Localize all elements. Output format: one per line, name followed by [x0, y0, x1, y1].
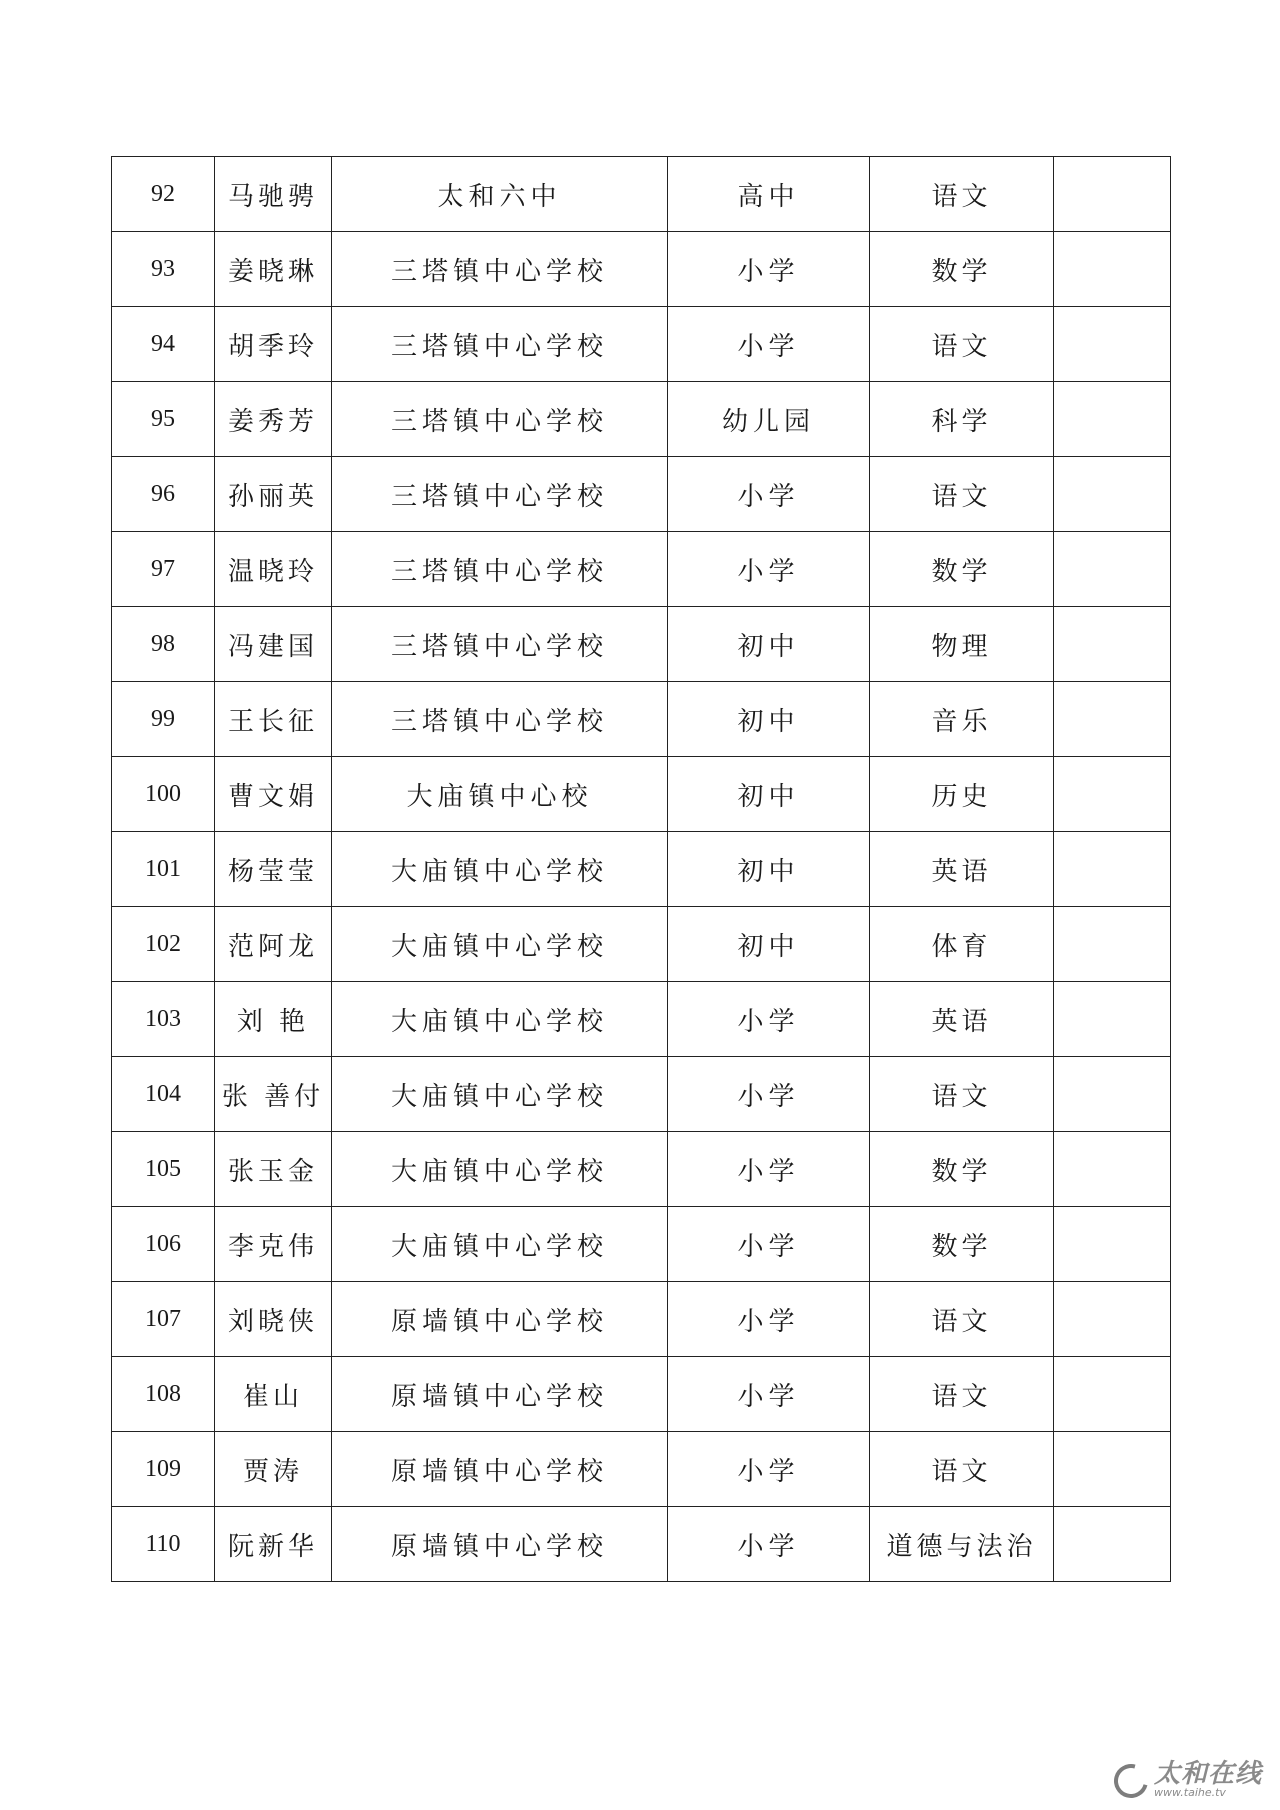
cell-subject: 语文 — [870, 457, 1054, 532]
cell-level: 小学 — [668, 307, 870, 382]
cell-note — [1054, 1357, 1171, 1432]
table-row — [112, 382, 1171, 457]
cell-subject: 语文 — [870, 1282, 1054, 1357]
cell-subject: 数学 — [870, 1132, 1054, 1207]
cell-note — [1054, 382, 1171, 457]
cell-note — [1054, 307, 1171, 382]
cell-level: 初中 — [668, 907, 870, 982]
cell-name: 范阿龙 — [215, 907, 332, 982]
cell-subject: 语文 — [870, 157, 1054, 232]
table-row — [112, 157, 1171, 232]
table-row — [112, 907, 1171, 982]
cell-level: 小学 — [668, 1507, 870, 1582]
cell-name: 杨莹莹 — [215, 832, 332, 907]
cell-number: 108 — [112, 1357, 215, 1432]
cell-level: 小学 — [668, 1057, 870, 1132]
cell-note — [1054, 982, 1171, 1057]
swirl-logo-icon — [1108, 1758, 1154, 1804]
cell-number: 109 — [112, 1432, 215, 1507]
cell-school: 三塔镇中心学校 — [332, 682, 668, 757]
cell-subject: 英语 — [870, 832, 1054, 907]
cell-level: 小学 — [668, 982, 870, 1057]
cell-subject: 体育 — [870, 907, 1054, 982]
cell-school: 三塔镇中心学校 — [332, 232, 668, 307]
cell-number: 96 — [112, 457, 215, 532]
cell-note — [1054, 757, 1171, 832]
cell-level: 高中 — [668, 157, 870, 232]
cell-subject: 历史 — [870, 757, 1054, 832]
table-row — [112, 1507, 1171, 1582]
cell-note — [1054, 832, 1171, 907]
cell-school: 太和六中 — [332, 157, 668, 232]
cell-note — [1054, 1282, 1171, 1357]
cell-number: 98 — [112, 607, 215, 682]
table-row — [112, 832, 1171, 907]
cell-note — [1054, 682, 1171, 757]
table-row — [112, 1282, 1171, 1357]
cell-note — [1054, 457, 1171, 532]
cell-subject: 英语 — [870, 982, 1054, 1057]
cell-number: 103 — [112, 982, 215, 1057]
table-row — [112, 1207, 1171, 1282]
cell-school: 大庙镇中心学校 — [332, 907, 668, 982]
cell-level: 小学 — [668, 1132, 870, 1207]
cell-number: 105 — [112, 1132, 215, 1207]
cell-name: 冯建国 — [215, 607, 332, 682]
table-row — [112, 982, 1171, 1057]
cell-number: 102 — [112, 907, 215, 982]
cell-name: 张 善付 — [215, 1057, 332, 1132]
cell-name: 姜秀芳 — [215, 382, 332, 457]
cell-school: 三塔镇中心学校 — [332, 382, 668, 457]
cell-number: 99 — [112, 682, 215, 757]
cell-level: 小学 — [668, 532, 870, 607]
cell-level: 初中 — [668, 682, 870, 757]
table-row — [112, 232, 1171, 307]
cell-name: 温晓玲 — [215, 532, 332, 607]
cell-number: 94 — [112, 307, 215, 382]
watermark-url: www.taihe.tv — [1153, 1786, 1226, 1799]
cell-name: 崔山 — [215, 1357, 332, 1432]
cell-school: 大庙镇中心学校 — [332, 982, 668, 1057]
cell-school: 三塔镇中心学校 — [332, 307, 668, 382]
cell-note — [1054, 532, 1171, 607]
cell-school: 大庙镇中心校 — [332, 757, 668, 832]
table-row — [112, 457, 1171, 532]
cell-number: 104 — [112, 1057, 215, 1132]
cell-number: 93 — [112, 232, 215, 307]
cell-school: 三塔镇中心学校 — [332, 457, 668, 532]
table-body — [112, 157, 1171, 1582]
cell-school: 大庙镇中心学校 — [332, 1207, 668, 1282]
table-row — [112, 1132, 1171, 1207]
table-row — [112, 1357, 1171, 1432]
cell-subject: 数学 — [870, 232, 1054, 307]
cell-school: 原墙镇中心学校 — [332, 1357, 668, 1432]
cell-level: 初中 — [668, 832, 870, 907]
cell-level: 小学 — [668, 232, 870, 307]
cell-level: 小学 — [668, 1207, 870, 1282]
cell-subject: 数学 — [870, 1207, 1054, 1282]
cell-school: 三塔镇中心学校 — [332, 532, 668, 607]
cell-subject: 数学 — [870, 532, 1054, 607]
cell-note — [1054, 1507, 1171, 1582]
table-row — [112, 1432, 1171, 1507]
table-row — [112, 532, 1171, 607]
cell-subject: 科学 — [870, 382, 1054, 457]
cell-name: 刘 艳 — [215, 982, 332, 1057]
cell-number: 107 — [112, 1282, 215, 1357]
cell-level: 小学 — [668, 1357, 870, 1432]
cell-name: 姜晓琳 — [215, 232, 332, 307]
table-row — [112, 1057, 1171, 1132]
cell-level: 幼儿园 — [668, 382, 870, 457]
cell-name: 张玉金 — [215, 1132, 332, 1207]
cell-level: 小学 — [668, 1432, 870, 1507]
cell-subject: 语文 — [870, 307, 1054, 382]
cell-name: 贾涛 — [215, 1432, 332, 1507]
cell-subject: 音乐 — [870, 682, 1054, 757]
cell-subject: 道德与法治 — [870, 1507, 1054, 1582]
table-row — [112, 757, 1171, 832]
cell-name: 马驰骋 — [215, 157, 332, 232]
teacher-roster-table — [111, 156, 1171, 1582]
cell-number: 110 — [112, 1507, 215, 1582]
cell-subject: 语文 — [870, 1432, 1054, 1507]
cell-note — [1054, 1132, 1171, 1207]
cell-number: 92 — [112, 157, 215, 232]
cell-name: 刘晓侠 — [215, 1282, 332, 1357]
cell-note — [1054, 1432, 1171, 1507]
cell-number: 100 — [112, 757, 215, 832]
cell-school: 原墙镇中心学校 — [332, 1432, 668, 1507]
cell-note — [1054, 907, 1171, 982]
cell-level: 小学 — [668, 1282, 870, 1357]
cell-name: 曹文娟 — [215, 757, 332, 832]
cell-note — [1054, 607, 1171, 682]
cell-number: 101 — [112, 832, 215, 907]
cell-school: 原墙镇中心学校 — [332, 1282, 668, 1357]
cell-school: 原墙镇中心学校 — [332, 1507, 668, 1582]
watermark-text — [1154, 1761, 1262, 1798]
table-row — [112, 307, 1171, 382]
cell-number: 95 — [112, 382, 215, 457]
cell-name: 胡季玲 — [215, 307, 332, 382]
cell-name: 孙丽英 — [215, 457, 332, 532]
cell-number: 97 — [112, 532, 215, 607]
cell-school: 大庙镇中心学校 — [332, 1132, 668, 1207]
cell-note — [1054, 232, 1171, 307]
cell-level: 初中 — [668, 757, 870, 832]
watermark-title: 太和在线 — [1153, 1759, 1262, 1789]
cell-name: 李克伟 — [215, 1207, 332, 1282]
table-row — [112, 682, 1171, 757]
cell-number: 106 — [112, 1207, 215, 1282]
cell-school: 三塔镇中心学校 — [332, 607, 668, 682]
cell-subject: 语文 — [870, 1357, 1054, 1432]
cell-name: 王长征 — [215, 682, 332, 757]
table-row — [112, 607, 1171, 682]
cell-name: 阮新华 — [215, 1507, 332, 1582]
cell-note — [1054, 157, 1171, 232]
cell-school: 大庙镇中心学校 — [332, 832, 668, 907]
cell-subject: 物理 — [870, 607, 1054, 682]
cell-school: 大庙镇中心学校 — [332, 1057, 668, 1132]
cell-level: 初中 — [668, 607, 870, 682]
site-watermark — [1114, 1761, 1262, 1798]
cell-subject: 语文 — [870, 1057, 1054, 1132]
cell-level: 小学 — [668, 457, 870, 532]
cell-note — [1054, 1207, 1171, 1282]
cell-note — [1054, 1057, 1171, 1132]
